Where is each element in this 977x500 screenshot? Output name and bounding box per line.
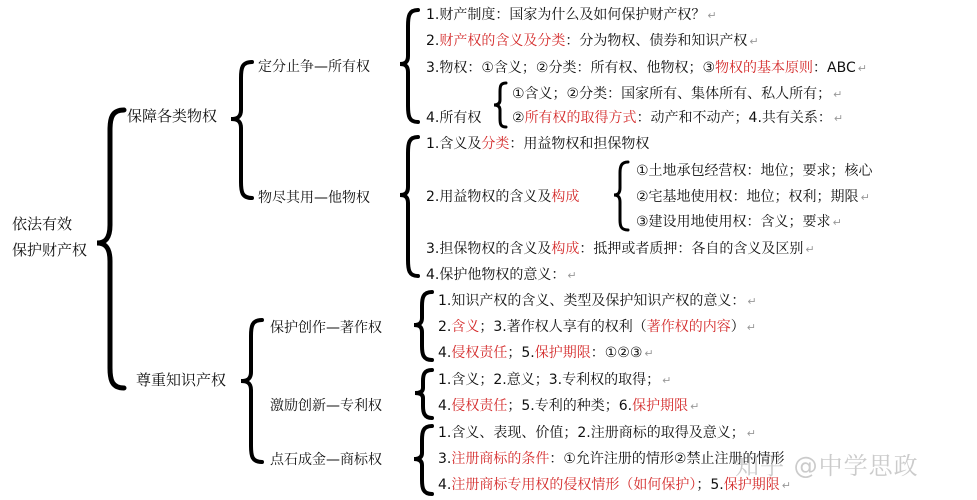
node-intellectual-property: 尊重知识产权 [136, 371, 227, 389]
brace-ownership [400, 10, 418, 122]
ownership-item-4-sub-1: ①含义；②分类：国家所有、集体所有、私人所有； ↵ [512, 86, 843, 102]
trademark-item-1: 1.含义、表现、价值；2.注册商标的取得及意义； ↵ [438, 425, 756, 441]
brace-other [400, 137, 418, 276]
brace-property [231, 62, 252, 198]
node-trademark: 点石成金—商标权 [270, 452, 382, 468]
brace-copyright [414, 292, 432, 360]
ownership-item-2: 2.财产权的含义及分类：分为物权、债券和知识产权 ↵ [426, 33, 759, 49]
ownership-item-1: 1.财产制度：国家为什么及如何保护财产权？ ↵ [426, 7, 717, 23]
brace-ownership-4 [494, 83, 506, 127]
node-patent: 激励创新—专利权 [270, 398, 382, 414]
usufruct-sub-2: ②宅基地使用权：地位；权利；期限 ↵ [636, 189, 870, 205]
brace-patent [415, 370, 432, 418]
other-item-3: 3.担保物权的含义及构成：抵押或者质押：各自的含义及区别 ↵ [426, 241, 815, 257]
brace-root [97, 110, 124, 388]
node-copyright: 保护创作—著作权 [270, 320, 382, 336]
copyright-item-3: 4.侵权责任；5.保护期限：①②③ ↵ [438, 345, 654, 361]
other-item-2: 2.用益物权的含义及构成 [426, 189, 580, 205]
ownership-item-3: 3.物权：①含义；②分类：所有权、他物权；③物权的基本原则：ABC ↵ [426, 60, 867, 76]
trademark-item-2: 3.注册商标的条件：①允许注册的情形②禁止注册的情形 [438, 451, 785, 467]
patent-item-1: 1.含义；2.意义；3.专利权的取得； ↵ [438, 372, 672, 388]
ownership-item-4: 4.所有权 [426, 110, 482, 126]
brace-trademark [414, 426, 432, 494]
other-item-4: 4.保护他物权的意义： ↵ [426, 267, 577, 283]
trademark-item-3: 4.注册商标专用权的侵权情形（如何保护）；5.保护期限 ↵ [438, 477, 791, 493]
patent-item-2: 4.侵权责任；5.专利的种类；6.保护期限 ↵ [438, 398, 700, 414]
copyright-item-2: 2.含义；3.著作权人享有的权利（著作权的内容） ↵ [438, 319, 756, 335]
brace-usufruct [614, 162, 628, 230]
usufruct-sub-1: ①土地承包经营权：地位；要求；核心 [636, 163, 873, 179]
root-node-line1: 依法有效 [12, 215, 73, 233]
node-property-rights: 保障各类物权 [127, 107, 218, 125]
ownership-item-4-sub-2: ②所有权的取得方式：动产和不动产；4.共有关系： ↵ [512, 110, 844, 126]
usufruct-sub-3: ③建设用地使用权：含义；要求 ↵ [636, 214, 842, 230]
copyright-item-1: 1.知识产权的含义、类型及保护知识产权的意义： ↵ [438, 293, 757, 309]
other-item-1: 1.含义及分类：用益物权和担保物权 [426, 136, 650, 152]
watermark: 知乎 @中学思政 [735, 452, 919, 480]
node-other-property: 物尽其用—他物权 [258, 190, 370, 206]
brace-ip [241, 320, 262, 462]
node-ownership: 定分止争—所有权 [258, 59, 370, 75]
root-node-line2: 保护财产权 [12, 241, 88, 259]
